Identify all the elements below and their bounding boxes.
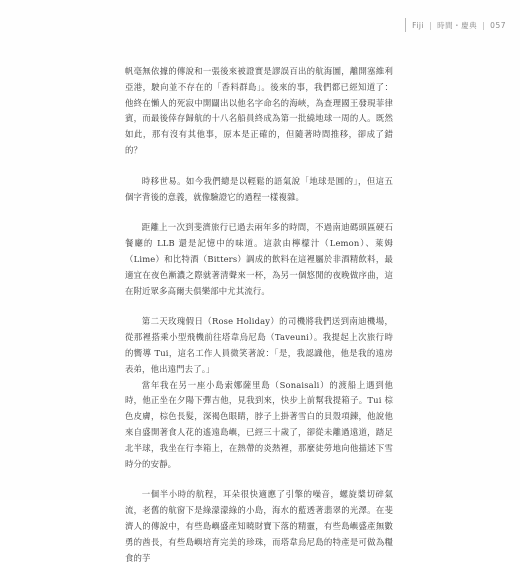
running-head (405, 18, 506, 32)
paragraph: 一個半小時的航程，耳朵很快適應了引擎的噪音，螺旋槳切碎氣流，老舊的航窗下是綠濛濛綠的小島，海水的藍透著翡翠的光澤。在斐濟人的傳說中，有些島嶼盛產知曉財寶下落的精靈，有些島嶼盛產無數勇的酋長，有些島嶼培育完美的珍珠，而塔韋烏尼島的特產是可做為糧食的芋 (125, 489, 393, 563)
paragraph: 距離上一次到斐濟旅行已過去兩年多的時間，不過南迪碼頭區硬石餐廳的 LLB 還是記憶中的味道。這款由檸檬汁（Lemon）、萊姆（Lime）和比特酒（Bitters）調成的飲料在這裡屬於非酒精飲料，最適宜在夜色漸濃之際就著清聲來一杯，為另一個悠閒的夜晚做序曲，這在附近眾多高爾夫俱樂部中尤其流行。 (125, 222, 393, 296)
page-number: 057 (490, 20, 506, 30)
paragraph: 第二天玫瑰假日（Rose Holiday）的司機將我們送到南迪機場，從那裡搭乘小型飛機前往塔韋烏尼島（Taveuni）。我提起上次旅行時的嚮導 Tui，這名工作人員微笑著說：「是，我認識他，他是我的遠房表弟，他出遠門去了。」 (125, 316, 393, 374)
header-separator: | (429, 20, 433, 30)
body-text (125, 64, 393, 566)
paragraph: 時移世易。如今我們總是以輕鬆的語氣說「地球是圓的」，但這五個字背後的意義，就像驗證它的過程一樣複雜。 (125, 175, 393, 202)
header-divider (405, 18, 406, 32)
header-separator: | (482, 20, 486, 30)
paragraph: 帆毫無依據的傳說和一張後來被證實是謬誤百出的航海圖，離開塞維利亞港，駛向並不存在的「香料群島」。後來的事，我們都已經知道了：他終在懶人的死寂中開闢出以他名字命名的海峽，為查理國王發現菲律賓，而最後倖存歸航的十八名船員終成為第一批繞地球一周的人。既然如此，那有沒有其他事，原本是正確的，但隨著時間推移，卻成了錯的？ (125, 66, 393, 155)
paragraph: 當年我在另一座小島索娜薩里島（Sonaisali）的渡船上遇到他時，他正坐在夕陽下彈吉他，見我到來，快步上前幫我提箱子。Tui 棕色皮膚，棕色長髮，深褐色眼睛，脖子上掛著雪白的貝殼項鍊，他說他來自盛開著食人花的遙遠島嶼，已經三十歲了，卻從未離過遠道，踏足北半球，我坐在行李箱上，在熱帶的炎熱裡，那麼徒勞地向他描述下雪時分的安靜。 (125, 379, 393, 469)
header-brand: Fiji (412, 20, 425, 30)
header-section: 時間・慶典 (437, 20, 478, 30)
